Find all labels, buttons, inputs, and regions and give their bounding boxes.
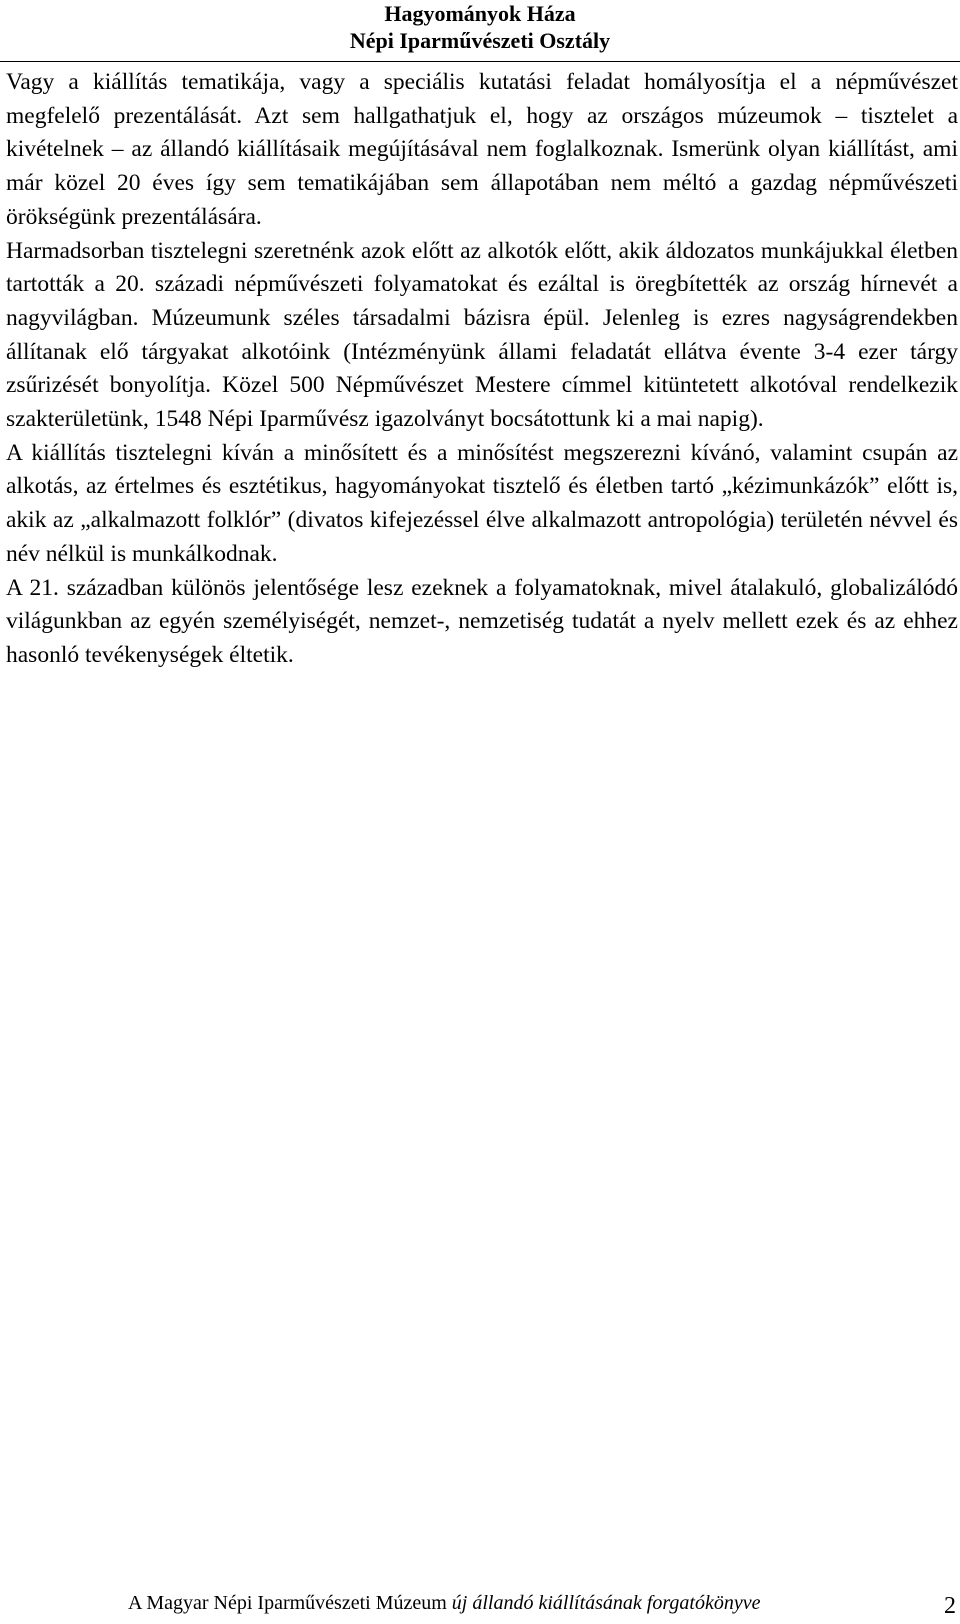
header-department: Népi Iparművészeti Osztály: [349, 28, 611, 53]
header-institution: Hagyományok Háza: [384, 1, 576, 26]
page-footer: [128, 1590, 760, 1616]
page-number: 2: [944, 1593, 956, 1619]
paragraph: Vagy a kiállítás tematikája, vagy a speciális kutatási feladat homályosítja el a népművészet megfelelő prezentálását. Azt sem hallgathatjuk el, hogy az országos múzeumok – tisztelet a kivételnek – az állandó kiállításaik megújításával nem foglalkoznak. Ismerünk olyan kiállítást, ami már közel 20 éves így sem tematikájában sem állapotában nem méltó a gazdag népművészeti örökségünk prezentálására.: [6, 69, 958, 230]
paragraph: Harmadsorban tisztelegni szeretnénk azok előtt az alkotók előtt, akik áldozatos munkájukkal életben tartották a 20. századi népművészeti folyamatokat és ezáltal is öregbítették az ország hírnevét a nagyvilágban. Múzeumunk széles társadalmi bázisra épül. Jelenleg is ezres nagyságrendekben állítanak elő tárgyakat alkotóink (Intézményünk állami feladatát ellátva évente 3-4 ezer tárgy zsűrizését bonyolítja. Közel 500 Népművészet Mestere címmel kitüntetett alkotóval rendelkezik szakterületünk, 1548 Népi Iparművész igazolványt bocsátottunk ki a mai napig).: [6, 237, 958, 433]
header-divider: [0, 61, 960, 62]
paragraph: A kiállítás tisztelegni kíván a minősített és a minősítést megszerezni kívánó, valamint csupán az alkotás, az értelmes és esztétikus, hagyományokat tisztelő és életben tartó „kézimunkázók” előtt is, akik az „alkalmazott folklór” (divatos kifejezéssel élve alkalmazott antropológia) területén névvel és név nélkül is munkálkodnak.: [6, 439, 958, 567]
footer-museum-name: A Magyar Népi Iparművészeti Múzeum: [128, 1592, 452, 1614]
page-header: [0, 0, 960, 54]
paragraph: A 21. században különös jelentősége lesz ezeknek a folyamatoknak, mivel átalakuló, globalizálódó világunkban az egyén személyiségét, nemzet-, nemzetiség tudatát a nyelv mellett ezek és az ehhez hasonló tevékenységek éltetik.: [6, 574, 958, 668]
document-body: [6, 66, 958, 673]
footer-document-title: új állandó kiállításának forgatókönyve: [451, 1592, 761, 1614]
